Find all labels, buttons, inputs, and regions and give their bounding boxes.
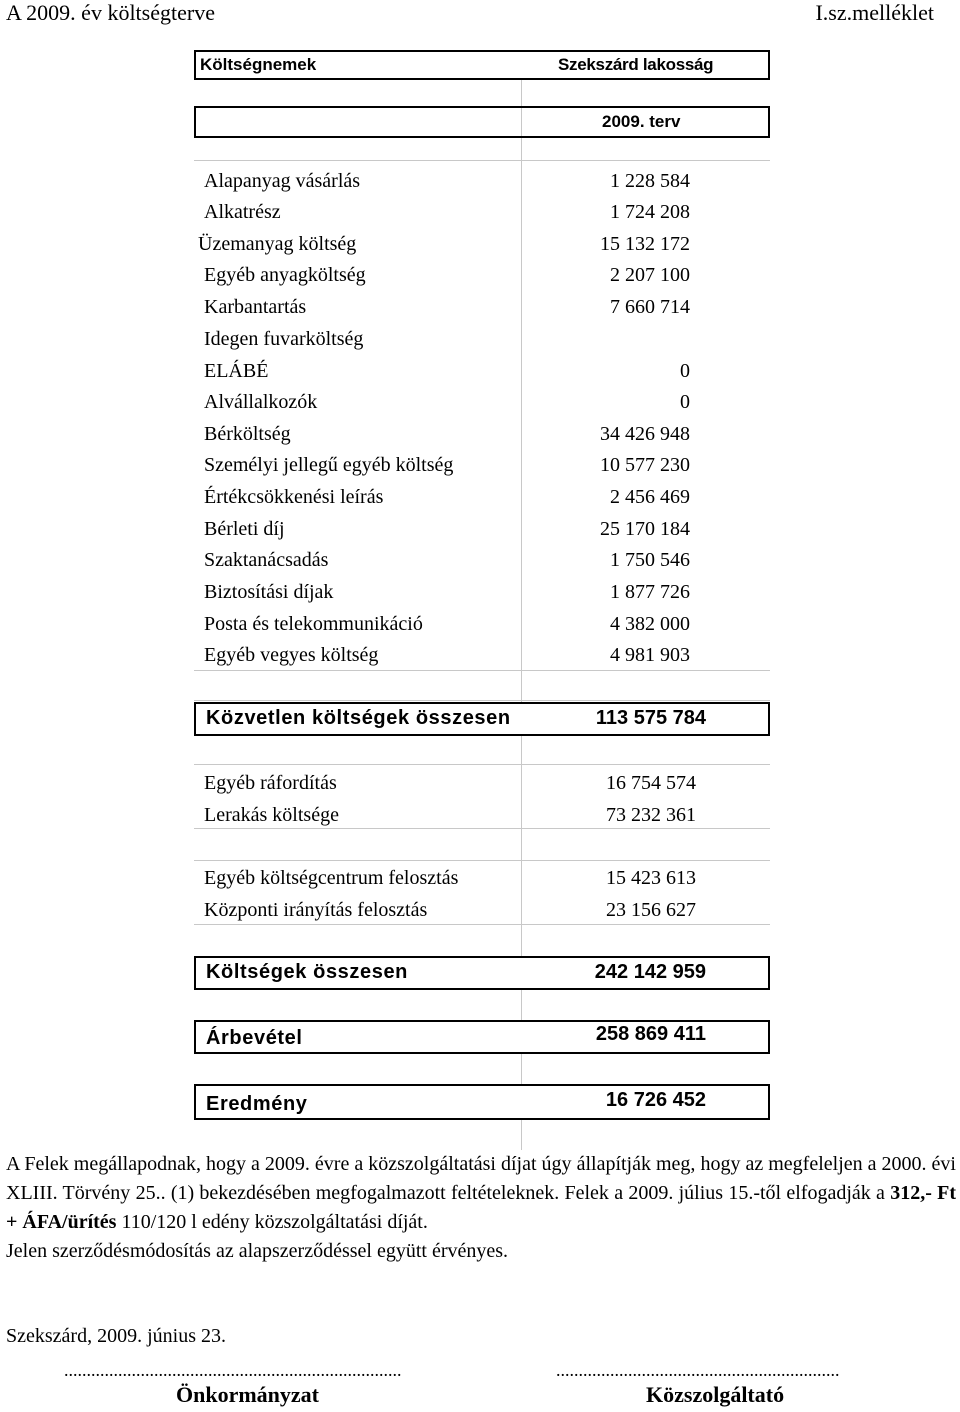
cost-table (194, 50, 770, 1122)
row-label: Egyéb költségcentrum felosztás (204, 867, 459, 889)
row-label: Üzemanyag költség (198, 233, 357, 255)
grid-line (194, 924, 770, 925)
row-label: Egyéb anyagköltség (204, 264, 366, 286)
direct-total-value: 113 575 784 (595, 707, 706, 729)
row-value: 0 (680, 391, 690, 413)
total-label: Költségek összesen (206, 961, 408, 983)
grid-line (194, 764, 770, 765)
result-value: 16 726 452 (605, 1089, 706, 1111)
agreement-text (6, 1150, 956, 1266)
row-value: 4 981 903 (610, 644, 690, 666)
direct-total-label: Közvetlen költségek összesen (206, 707, 511, 729)
row-label: Alvállalkozók (204, 391, 318, 413)
row-value: 25 170 184 (600, 518, 690, 540)
row-value: 2 207 100 (610, 264, 690, 286)
col-subheader-plan: 2009. terv (602, 112, 681, 131)
row-label: Alapanyag vásárlás (204, 170, 361, 192)
row-value: 2 456 469 (610, 486, 690, 508)
subheader-row (194, 106, 770, 138)
row-value: 0 (680, 360, 690, 382)
revenue-value: 258 869 411 (595, 1023, 706, 1045)
row-value: 23 156 627 (606, 899, 696, 921)
row-value: 34 426 948 (600, 423, 690, 445)
grid-line (194, 670, 770, 671)
row-label: Alkatrész (204, 201, 281, 223)
signatory-left: Önkormányzat (176, 1382, 319, 1407)
revenue-row (194, 1020, 770, 1054)
fee-amount: 312,- Ft + ÁFA/ürítés (6, 1182, 956, 1233)
grid-line (194, 860, 770, 861)
row-label: Posta és telekommunikáció (204, 613, 423, 635)
row-value: 1 228 584 (610, 170, 690, 192)
revenue-label: Árbevétel (206, 1027, 303, 1049)
row-value: 4 382 000 (610, 613, 690, 635)
row-value: 73 232 361 (606, 804, 696, 826)
agreement-paragraph (6, 1150, 956, 1237)
row-label: Személyi jellegű egyéb költség (204, 454, 454, 476)
row-value: 16 754 574 (606, 772, 696, 794)
row-value: 1 750 546 (610, 549, 690, 571)
row-label: Karbantartás (204, 296, 307, 318)
row-value: 1 724 208 (610, 201, 690, 223)
row-value: 15 423 613 (606, 867, 696, 889)
row-label: ELÁBÉ (204, 360, 269, 382)
row-label: Bérleti díj (204, 518, 285, 540)
result-row (194, 1084, 770, 1120)
row-label: Biztosítási díjak (204, 581, 334, 603)
row-label: Egyéb vegyes költség (204, 644, 379, 666)
result-label: Eredmény (206, 1093, 308, 1115)
total-value: 242 142 959 (594, 961, 706, 983)
row-label: Szaktanácsadás (204, 549, 329, 571)
place-date: Szekszárd, 2009. június 23. (6, 1325, 226, 1347)
signature-line-right: ............................................................... (556, 1360, 840, 1380)
col-header-unit: Szekszárd lakosság (558, 55, 714, 74)
signature-line-left: ........................................................................... (64, 1360, 402, 1380)
grid-line (194, 700, 770, 701)
grid-line (194, 160, 770, 161)
row-label: Bérköltség (204, 423, 291, 445)
row-label: Egyéb ráfordítás (204, 772, 337, 794)
row-value: 15 132 172 (600, 233, 690, 255)
total-row (194, 956, 770, 990)
row-label: Idegen fuvarköltség (204, 328, 364, 350)
row-value: 1 877 726 (610, 581, 690, 603)
header-row (194, 50, 770, 80)
row-label: Központi irányítás felosztás (204, 899, 428, 921)
document-title: A 2009. év költségterve (6, 0, 215, 25)
row-label: Lerakás költsége (204, 804, 339, 826)
signatory-right: Közszolgáltató (646, 1382, 785, 1407)
row-value: 7 660 714 (610, 296, 690, 318)
col-header-costtypes: Költségnemek (200, 55, 317, 74)
attachment-label: I.sz.melléklet (815, 0, 934, 25)
row-value: 10 577 230 (600, 454, 690, 476)
direct-total-row (194, 702, 770, 736)
agreement-text-part: 110/120 l edény közszolgáltatási díját. (116, 1211, 428, 1233)
validity-paragraph: Jelen szerződésmódosítás az alapszerződéssel együtt érvényes. (6, 1240, 509, 1262)
agreement-text-part: A Felek megállapodnak, hogy a 2009. évre a közszolgáltatási díjat úgy állapítják meg, hogy az megfeleljen a 2000. évi XLIII. Törvény 25.. (1) bekezdésében megfogalmazott feltételeknek. Felek a 2009. július 15.-től elfogadják a (6, 1153, 956, 1204)
row-label: Értékcsökkenési leírás (204, 486, 384, 508)
grid-line (194, 828, 770, 829)
